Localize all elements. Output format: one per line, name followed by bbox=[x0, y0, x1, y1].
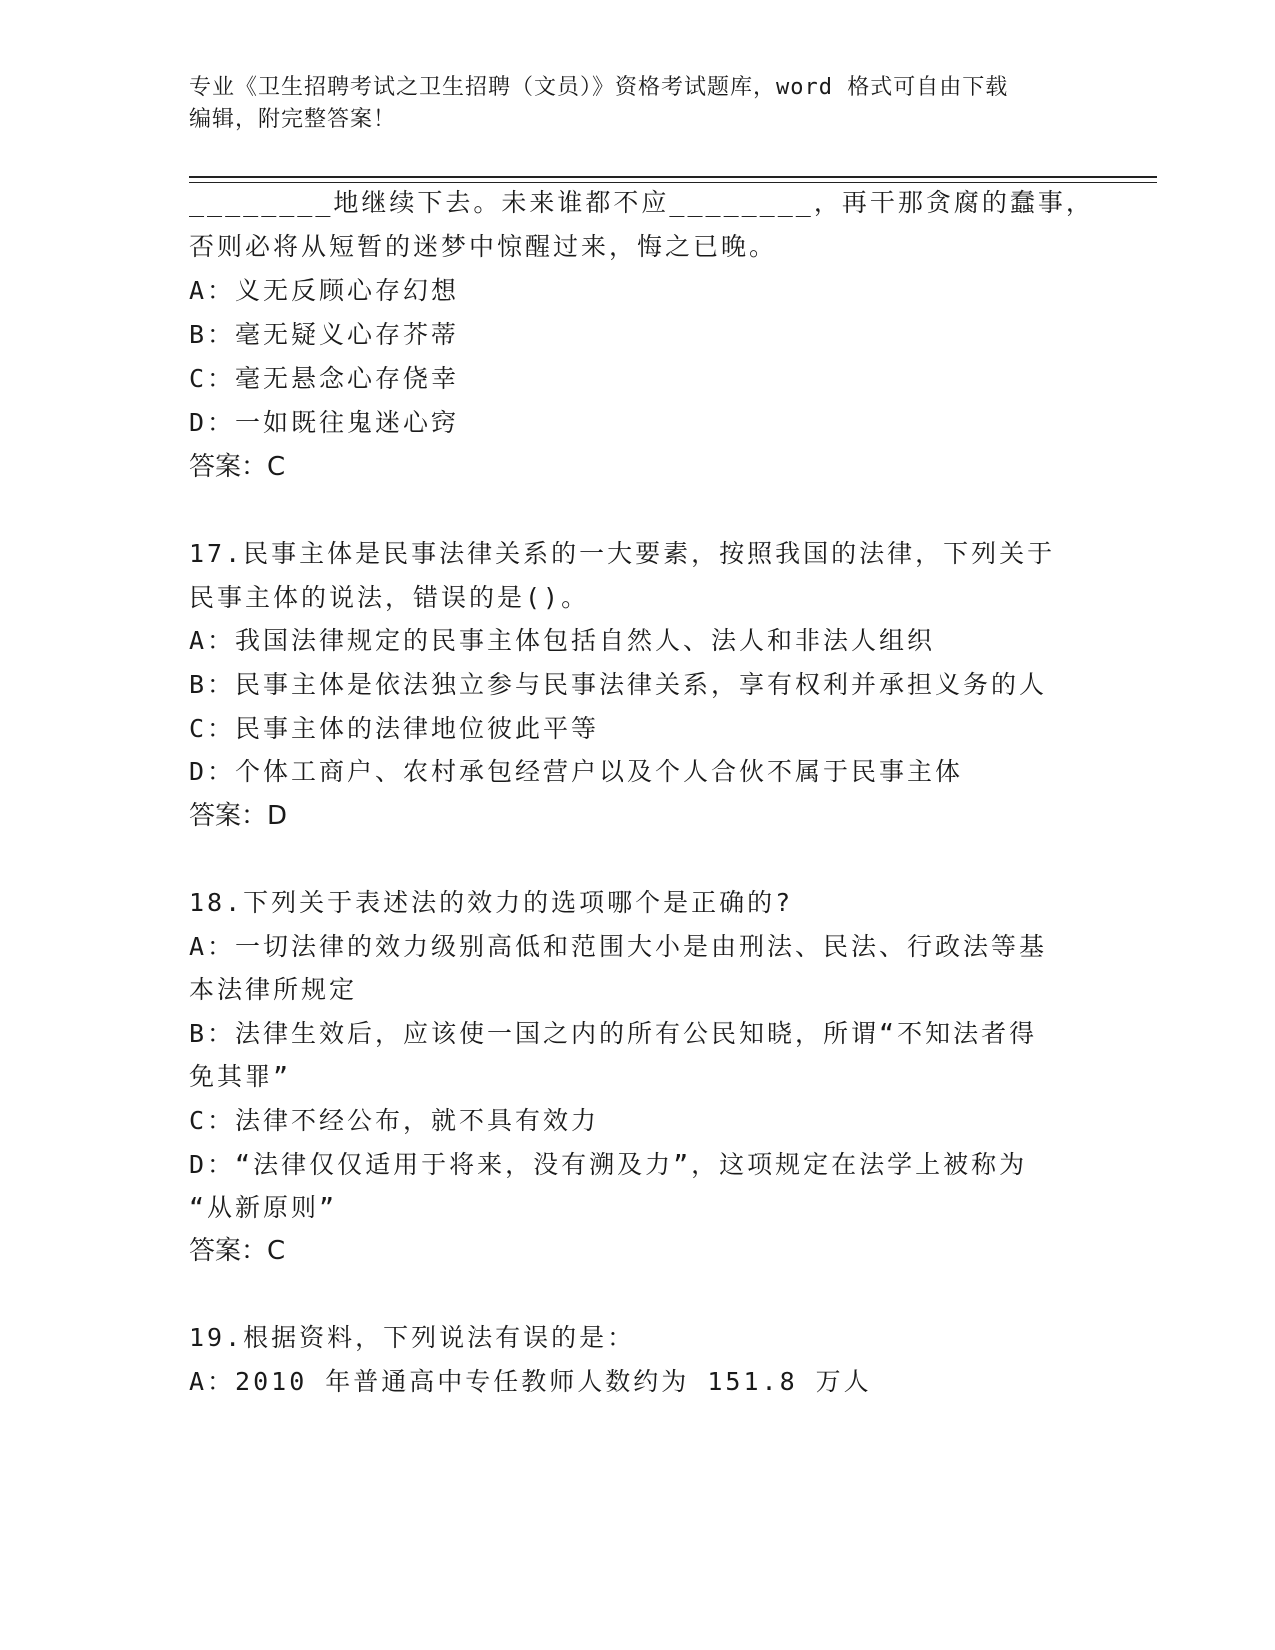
q18-option-b-line-2: 免其罪” bbox=[189, 1062, 292, 1091]
q17-stem-line-1: 17.民事主体是民事法律关系的一大要素，按照我国的法律，下列关于 bbox=[189, 539, 1056, 568]
q18-option-c: C：法律不经公布，就不具有效力 bbox=[189, 1106, 600, 1135]
q16-option-d: D：一如既往鬼迷心窍 bbox=[189, 408, 460, 437]
q18-option-b-line-1: B：法律生效后，应该使一国之内的所有公民知晓，所谓“不知法者得 bbox=[189, 1019, 1038, 1048]
q16-option-a: A：义无反顾心存幻想 bbox=[189, 276, 460, 305]
q16-option-c: C：毫无悬念心存侥幸 bbox=[189, 364, 460, 393]
q18-option-a-line-1: A：一切法律的效力级别高低和范围大小是由刑法、民法、行政法等基 bbox=[189, 932, 1048, 961]
document-header bbox=[189, 72, 1089, 136]
header-divider-thick bbox=[189, 176, 1157, 178]
q16-stem-line-1: ________地继续下去。未来谁都不应________，再干那贪腐的蠢事， bbox=[189, 188, 1094, 217]
q18-option-d-line-1: D：“法律仅仅适用于将来，没有溯及力”，这项规定在法学上被称为 bbox=[189, 1150, 1028, 1179]
q16-answer: 答案：C bbox=[189, 452, 286, 482]
q16-option-b: B：毫无疑义心存芥蒂 bbox=[189, 320, 460, 349]
q17-option-d: D：个体工商户、农村承包经营户以及个人合伙不属于民事主体 bbox=[189, 757, 964, 786]
q17-option-a: A：我国法律规定的民事主体包括自然人、法人和非法人组织 bbox=[189, 626, 936, 655]
header-divider-thin bbox=[189, 182, 1157, 183]
q18-answer: 答案：C bbox=[189, 1236, 286, 1266]
q18-option-a-line-2: 本法律所规定 bbox=[189, 975, 358, 1004]
q17-stem-line-2: 民事主体的说法，错误的是()。 bbox=[189, 583, 590, 612]
q18-option-d-line-2: “从新原则” bbox=[189, 1193, 338, 1222]
q19-option-a: A：2010 年普通高中专任教师人数约为 151.8 万人 bbox=[189, 1367, 872, 1396]
q16-stem-line-2: 否则必将从短暂的迷梦中惊醒过来，悔之已晚。 bbox=[189, 232, 778, 261]
q19-stem-line-1: 19.根据资料，下列说法有误的是： bbox=[189, 1323, 636, 1352]
q17-option-c: C：民事主体的法律地位彼此平等 bbox=[189, 714, 600, 743]
header-line-2: 编辑，附完整答案！ bbox=[189, 107, 397, 132]
q17-answer: 答案：D bbox=[189, 801, 288, 831]
q17-option-b: B：民事主体是依法独立参与民事法律关系，享有权利并承担义务的人 bbox=[189, 670, 1048, 699]
header-line-1: 专业《卫生招聘考试之卫生招聘（文员）》资格考试题库，word 格式可自由下载 bbox=[189, 75, 1009, 100]
q18-stem-line-1: 18.下列关于表述法的效力的选项哪个是正确的? bbox=[189, 888, 794, 917]
